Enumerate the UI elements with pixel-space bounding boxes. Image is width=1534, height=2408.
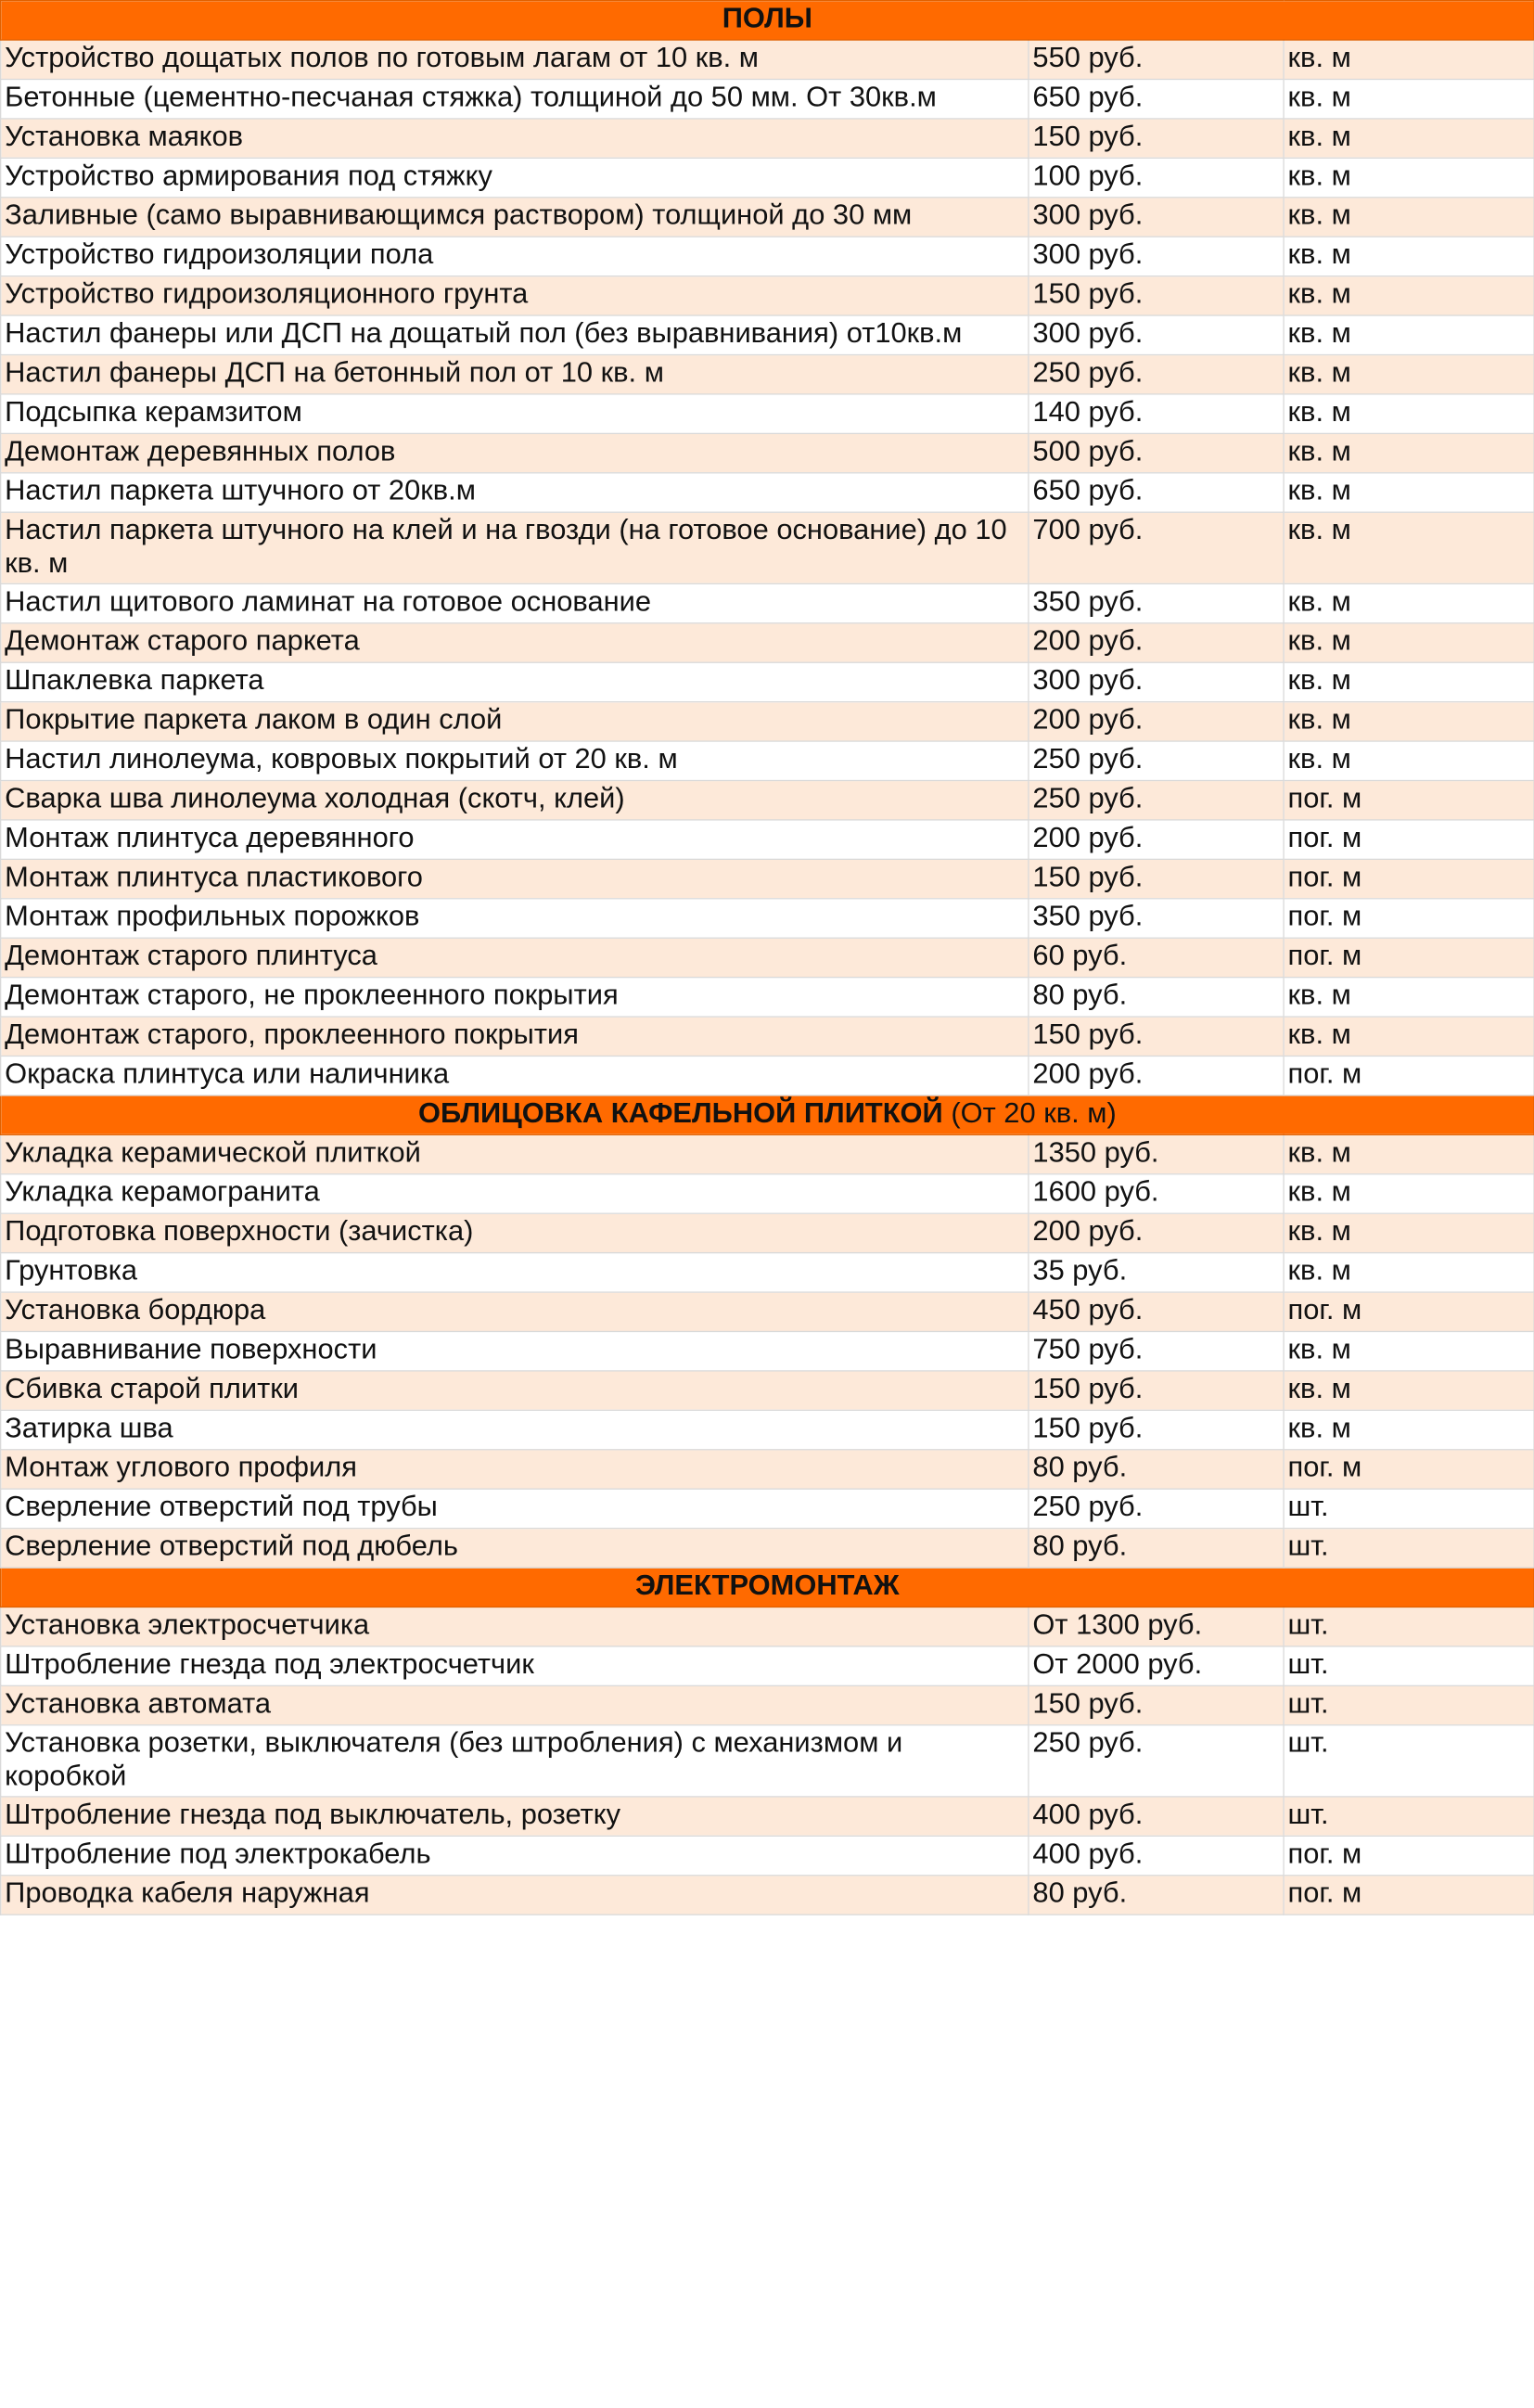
price-cell: 150 руб.: [1029, 1685, 1284, 1724]
unit-cell: кв. м: [1284, 119, 1534, 158]
table-row: [1, 473, 1534, 512]
unit-cell: кв. м: [1284, 741, 1534, 780]
service-name-cell: Настил фанеры ДСП на бетонный пол от 10 кв. м: [1, 354, 1029, 393]
price-cell: 400 руб.: [1029, 1797, 1284, 1836]
service-name-cell: Устройство гидроизоляционного грунта: [1, 276, 1029, 315]
table-row: [1, 1836, 1534, 1875]
table-row: [1, 1253, 1534, 1292]
table-row: [1, 1489, 1534, 1528]
table-row: [1, 40, 1534, 79]
table-row: [1, 1056, 1534, 1095]
unit-cell: шт.: [1284, 1725, 1534, 1797]
unit-cell: кв. м: [1284, 394, 1534, 433]
service-name-cell: Сбивка старой плитки: [1, 1371, 1029, 1410]
section-title: ОБЛИЦОВКА КАФЕЛЬНОЙ ПЛИТКОЙ: [417, 1096, 943, 1130]
price-cell: 550 руб.: [1029, 40, 1284, 79]
table-row: [1, 276, 1534, 315]
price-cell: 450 руб.: [1029, 1292, 1284, 1331]
unit-cell: пог. м: [1284, 1056, 1534, 1095]
table-row: [1, 433, 1534, 472]
price-cell: 150 руб.: [1029, 1410, 1284, 1449]
table-row: [1, 1017, 1534, 1056]
unit-cell: пог. м: [1284, 1292, 1534, 1331]
price-cell: 650 руб.: [1029, 473, 1284, 512]
table-row: [1, 1725, 1534, 1797]
price-cell: 150 руб.: [1029, 119, 1284, 158]
service-name-cell: Укладка керамической плиткой: [1, 1134, 1029, 1173]
service-name-cell: Установка электросчетчика: [1, 1607, 1029, 1646]
service-name-cell: Установка маяков: [1, 119, 1029, 158]
price-cell: 700 руб.: [1029, 512, 1284, 583]
unit-cell: кв. м: [1284, 1410, 1534, 1449]
table-row: [1, 1174, 1534, 1213]
price-cell: 300 руб.: [1029, 315, 1284, 354]
service-name-cell: Настил фанеры или ДСП на дощатый пол (без выравнивания) от10кв.м: [1, 315, 1029, 354]
price-cell: 150 руб.: [1029, 859, 1284, 898]
price-cell: 100 руб.: [1029, 158, 1284, 197]
service-name-cell: Устройство гидроизоляции пола: [1, 237, 1029, 275]
service-name-cell: Сверление отверстий под трубы: [1, 1489, 1029, 1528]
table-row: [1, 702, 1534, 741]
section-note: (От 20 кв. м): [942, 1096, 1117, 1130]
unit-cell: кв. м: [1284, 512, 1534, 583]
unit-cell: кв. м: [1284, 473, 1534, 512]
unit-cell: кв. м: [1284, 315, 1534, 354]
unit-cell: кв. м: [1284, 662, 1534, 701]
unit-cell: шт.: [1284, 1646, 1534, 1685]
table-row: [1, 1797, 1534, 1836]
table-row: [1, 938, 1534, 977]
unit-cell: кв. м: [1284, 198, 1534, 237]
table-row: [1, 1213, 1534, 1252]
unit-cell: кв. м: [1284, 623, 1534, 662]
table-row: [1, 820, 1534, 859]
unit-cell: кв. м: [1284, 276, 1534, 315]
price-cell: 350 руб.: [1029, 583, 1284, 622]
table-row: [1, 1331, 1534, 1370]
unit-cell: шт.: [1284, 1489, 1534, 1528]
service-name-cell: Устройство армирования под стяжку: [1, 158, 1029, 197]
service-name-cell: Демонтаж старого, проклеенного покрытия: [1, 1017, 1029, 1056]
service-name-cell: Штробление под электрокабель: [1, 1836, 1029, 1875]
price-cell: 200 руб.: [1029, 702, 1284, 741]
unit-cell: кв. м: [1284, 79, 1534, 118]
unit-cell: пог. м: [1284, 938, 1534, 977]
price-cell: 1600 руб.: [1029, 1174, 1284, 1213]
service-name-cell: Установка бордюра: [1, 1292, 1029, 1331]
table-row: [1, 623, 1534, 662]
table-row: [1, 1371, 1534, 1410]
service-name-cell: Монтаж углового профиля: [1, 1450, 1029, 1489]
table-row: [1, 1607, 1534, 1646]
unit-cell: шт.: [1284, 1607, 1534, 1646]
price-cell: 60 руб.: [1029, 938, 1284, 977]
price-cell: 140 руб.: [1029, 394, 1284, 433]
table-row: [1, 1685, 1534, 1724]
table-row: [1, 662, 1534, 701]
unit-cell: кв. м: [1284, 1134, 1534, 1173]
unit-cell: кв. м: [1284, 978, 1534, 1017]
price-cell: 300 руб.: [1029, 198, 1284, 237]
price-cell: 200 руб.: [1029, 820, 1284, 859]
price-cell: 35 руб.: [1029, 1253, 1284, 1292]
service-name-cell: Сверление отверстий под дюбель: [1, 1529, 1029, 1568]
price-cell: От 1300 руб.: [1029, 1607, 1284, 1646]
unit-cell: кв. м: [1284, 237, 1534, 275]
unit-cell: кв. м: [1284, 1331, 1534, 1370]
service-name-cell: Установка автомата: [1, 1685, 1029, 1724]
table-row: [1, 899, 1534, 938]
section-title: ПОЛЫ: [722, 2, 812, 35]
service-name-cell: Штробление гнезда под выключатель, розетку: [1, 1797, 1029, 1836]
price-cell: 500 руб.: [1029, 433, 1284, 472]
price-cell: 200 руб.: [1029, 623, 1284, 662]
price-cell: 350 руб.: [1029, 899, 1284, 938]
service-name-cell: Шпаклевка паркета: [1, 662, 1029, 701]
service-name-cell: Грунтовка: [1, 1253, 1029, 1292]
price-cell: 250 руб.: [1029, 354, 1284, 393]
table-row: [1, 1450, 1534, 1489]
unit-cell: кв. м: [1284, 40, 1534, 79]
section-header: [1, 1, 1534, 40]
section-title: ЭЛЕКТРОМОНТАЖ: [634, 1569, 900, 1602]
service-name-cell: Выравнивание поверхности: [1, 1331, 1029, 1370]
service-name-cell: Настил щитового ламинат на готовое основание: [1, 583, 1029, 622]
unit-cell: кв. м: [1284, 158, 1534, 197]
unit-cell: кв. м: [1284, 1253, 1534, 1292]
price-cell: 1350 руб.: [1029, 1134, 1284, 1173]
table-row: [1, 198, 1534, 237]
service-name-cell: Монтаж профильных порожков: [1, 899, 1029, 938]
price-cell: 80 руб.: [1029, 1529, 1284, 1568]
service-name-cell: Настил линолеума, ковровых покрытий от 20 кв. м: [1, 741, 1029, 780]
price-cell: 250 руб.: [1029, 1489, 1284, 1528]
table-row: [1, 741, 1534, 780]
price-cell: 80 руб.: [1029, 1876, 1284, 1915]
service-name-cell: Бетонные (цементно-песчаная стяжка) толщиной до 50 мм. От 30кв.м: [1, 79, 1029, 118]
price-cell: 150 руб.: [1029, 1371, 1284, 1410]
service-name-cell: Подсыпка керамзитом: [1, 394, 1029, 433]
service-name-cell: Штробление гнезда под электросчетчик: [1, 1646, 1029, 1685]
unit-cell: шт.: [1284, 1797, 1534, 1836]
table-row: [1, 1529, 1534, 1568]
price-cell: 650 руб.: [1029, 79, 1284, 118]
price-cell: 80 руб.: [1029, 1450, 1284, 1489]
table-row: [1, 512, 1534, 583]
table-row: [1, 394, 1534, 433]
unit-cell: пог. м: [1284, 1876, 1534, 1915]
price-cell: 200 руб.: [1029, 1056, 1284, 1095]
service-name-cell: Монтаж плинтуса деревянного: [1, 820, 1029, 859]
service-name-cell: Демонтаж деревянных полов: [1, 433, 1029, 472]
section-header-cell: [1, 1, 1534, 40]
section-header: [1, 1095, 1534, 1134]
service-name-cell: Настил паркета штучного на клей и на гвозди (на готовое основание) до 10 кв. м: [1, 512, 1029, 583]
service-name-cell: Покрытие паркета лаком в один слой: [1, 702, 1029, 741]
table-row: [1, 1876, 1534, 1915]
table-row: [1, 780, 1534, 819]
unit-cell: кв. м: [1284, 354, 1534, 393]
price-cell: 250 руб.: [1029, 1725, 1284, 1797]
price-cell: 200 руб.: [1029, 1213, 1284, 1252]
price-cell: 300 руб.: [1029, 237, 1284, 275]
table-row: [1, 158, 1534, 197]
table-row: [1, 79, 1534, 118]
section-header: [1, 1568, 1534, 1607]
service-name-cell: Демонтаж старого паркета: [1, 623, 1029, 662]
service-name-cell: Настил паркета штучного от 20кв.м: [1, 473, 1029, 512]
service-name-cell: Устройство дощатых полов по готовым лагам от 10 кв. м: [1, 40, 1029, 79]
unit-cell: пог. м: [1284, 780, 1534, 819]
service-name-cell: Демонтаж старого плинтуса: [1, 938, 1029, 977]
unit-cell: кв. м: [1284, 583, 1534, 622]
price-cell: 80 руб.: [1029, 978, 1284, 1017]
table-row: [1, 119, 1534, 158]
service-name-cell: Монтаж плинтуса пластикового: [1, 859, 1029, 898]
service-name-cell: Сварка шва линолеума холодная (скотч, клей): [1, 780, 1029, 819]
price-cell: 150 руб.: [1029, 276, 1284, 315]
unit-cell: кв. м: [1284, 1174, 1534, 1213]
unit-cell: кв. м: [1284, 433, 1534, 472]
service-name-cell: Установка розетки, выключателя (без штробления) с механизмом и коробкой: [1, 1725, 1029, 1797]
table-row: [1, 583, 1534, 622]
unit-cell: шт.: [1284, 1685, 1534, 1724]
price-table-body: [1, 1, 1534, 1915]
unit-cell: кв. м: [1284, 1371, 1534, 1410]
unit-cell: шт.: [1284, 1529, 1534, 1568]
unit-cell: пог. м: [1284, 1836, 1534, 1875]
unit-cell: пог. м: [1284, 820, 1534, 859]
table-row: [1, 1134, 1534, 1173]
table-row: [1, 237, 1534, 275]
unit-cell: пог. м: [1284, 1450, 1534, 1489]
price-cell: 400 руб.: [1029, 1836, 1284, 1875]
price-cell: 750 руб.: [1029, 1331, 1284, 1370]
table-row: [1, 1646, 1534, 1685]
price-cell: 250 руб.: [1029, 741, 1284, 780]
table-row: [1, 354, 1534, 393]
table-row: [1, 1292, 1534, 1331]
table-row: [1, 315, 1534, 354]
service-name-cell: Затирка шва: [1, 1410, 1029, 1449]
unit-cell: кв. м: [1284, 1213, 1534, 1252]
section-header-cell: [1, 1095, 1534, 1134]
service-name-cell: Заливные (само выравнивающимся раствором) толщиной до 30 мм: [1, 198, 1029, 237]
unit-cell: кв. м: [1284, 702, 1534, 741]
service-name-cell: Укладка керамогранита: [1, 1174, 1029, 1213]
unit-cell: пог. м: [1284, 859, 1534, 898]
table-row: [1, 978, 1534, 1017]
service-name-cell: Демонтаж старого, не проклеенного покрытия: [1, 978, 1029, 1017]
price-cell: От 2000 руб.: [1029, 1646, 1284, 1685]
service-name-cell: Подготовка поверхности (зачистка): [1, 1213, 1029, 1252]
price-cell: 150 руб.: [1029, 1017, 1284, 1056]
unit-cell: кв. м: [1284, 1017, 1534, 1056]
service-name-cell: Окраска плинтуса или наличника: [1, 1056, 1029, 1095]
table-row: [1, 1410, 1534, 1449]
price-cell: 250 руб.: [1029, 780, 1284, 819]
price-cell: 300 руб.: [1029, 662, 1284, 701]
service-name-cell: Проводка кабеля наружная: [1, 1876, 1029, 1915]
table-row: [1, 859, 1534, 898]
unit-cell: пог. м: [1284, 899, 1534, 938]
section-header-cell: [1, 1568, 1534, 1607]
